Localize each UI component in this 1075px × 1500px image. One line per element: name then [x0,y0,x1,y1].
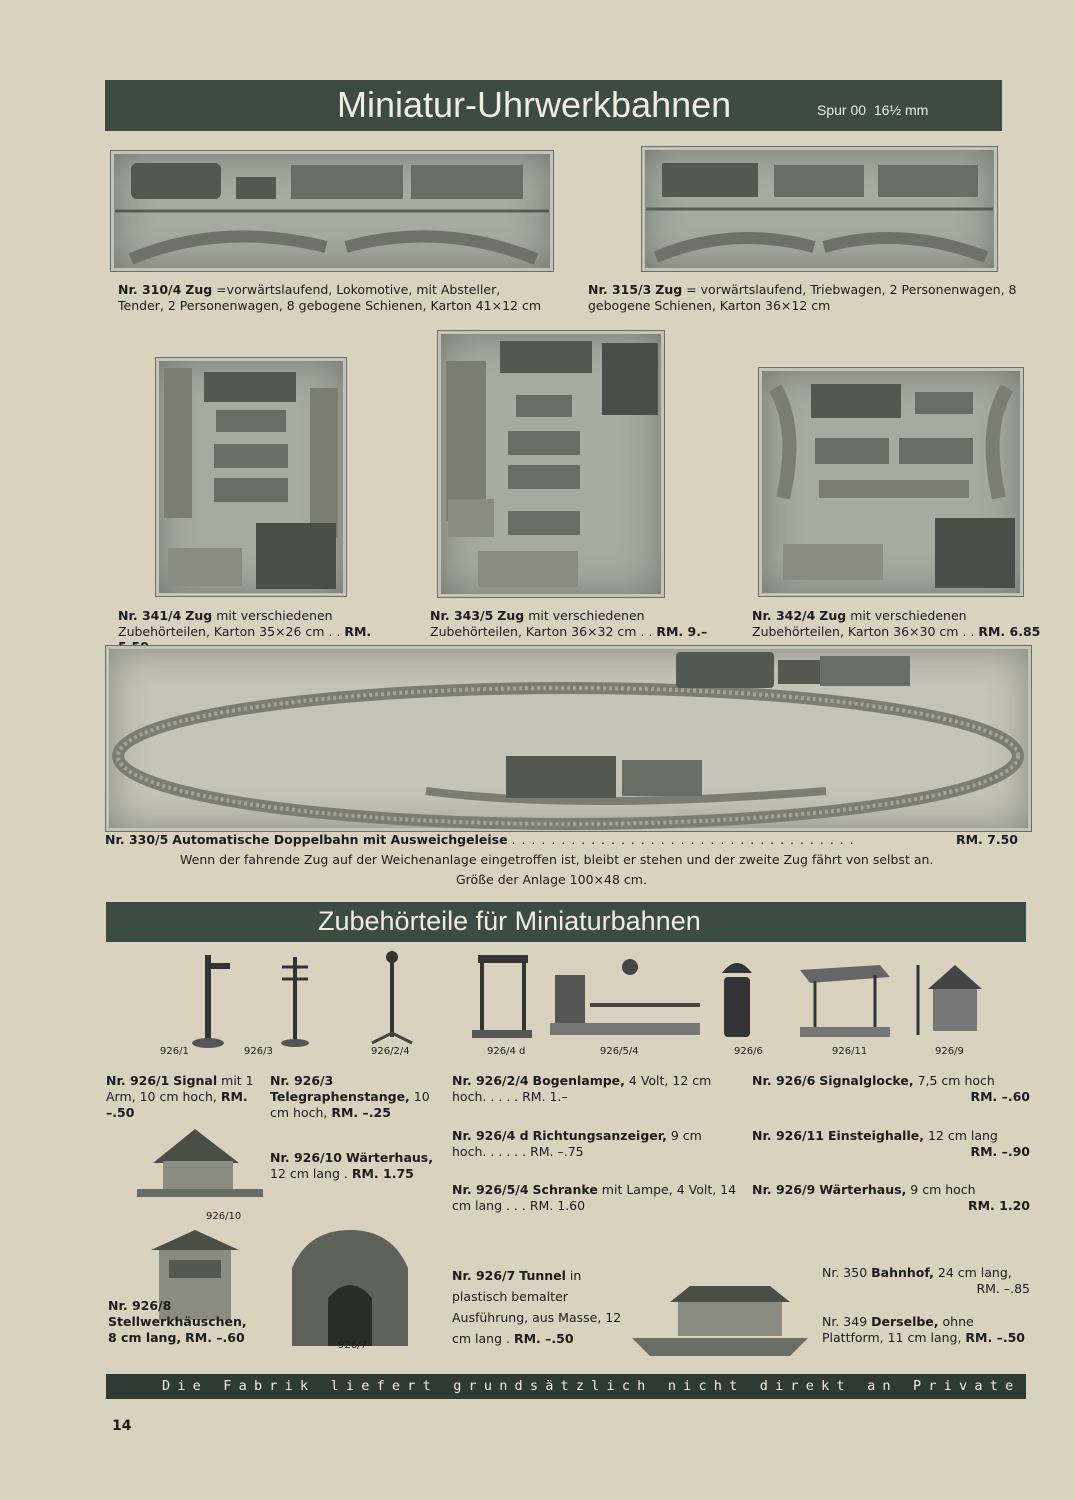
item-926-2-4 [452,1073,737,1105]
desc-330-5-line1: Wenn der fahrende Zug auf der Weichenanlage eingetroffen ist, bleibt er stehen und der zweite Zug fährt von selbst an. [180,852,934,867]
item-nr: Nr. 926/4 d [452,1128,529,1143]
item-349 [822,1314,1030,1346]
desc-330-5-line2: Größe der Anlage 100×48 cm. [456,872,647,887]
fig-label-926-10: 926/10 [206,1211,242,1222]
item-926-7 [452,1265,622,1349]
item-nr: Nr. 926/9 [752,1182,816,1197]
platform-shelter-icon [800,965,890,1037]
item-price: RM. –.85 [976,1281,1030,1296]
item-name: Stellwerkhäuschen, [108,1314,247,1329]
product-price: RM. 7.50 [955,832,1018,847]
item-desc: 8 cm lang, [108,1330,182,1345]
item-nr: Nr. 926/5/4 [452,1182,529,1197]
direction-indicator-icon [472,955,532,1038]
item-nr: Nr. 926/6 [752,1073,816,1088]
station-350-illustration [630,1282,810,1362]
item-nr: Nr. 926/3 [270,1073,334,1088]
product-nr: Nr. 342/4 [752,608,816,623]
caption-330-5 [105,832,1030,848]
item-desc: 9 cm hoch [910,1182,976,1197]
product-photo-315-3 [641,146,998,272]
item-name: Telegraphenstange, [270,1089,410,1104]
item-name: Signal [173,1073,218,1088]
train-set-illustration [438,331,664,597]
item-price: RM. 1.20 [967,1198,1030,1213]
fig-label-926-6: 926/6 [734,1046,763,1057]
item-price: RM. 1.– [522,1089,568,1104]
signal-icon [192,955,230,1048]
item-350 [822,1265,1030,1297]
fig-label-926-4d: 926/4 d [487,1046,526,1057]
item-nr: Nr. 349 [822,1314,868,1329]
item-926-9 [752,1182,1030,1214]
caption-310-4 [118,282,548,313]
section-banner-miniatur [105,80,1002,131]
footer-notice-bar [106,1374,1026,1399]
product-photo-341-4 [155,357,347,597]
item-nr: Nr. 926/11 [752,1128,824,1143]
item-926-1 [106,1073,256,1121]
product-desc: mit verschiedenen Zubehörteilen, Karton 35×26 cm . . [118,608,341,639]
item-desc: 24 cm lang, [937,1265,1012,1280]
item-desc: in plastisch bemalter Ausführung, aus Masse, 12 cm lang . [452,1268,622,1346]
fig-label-926-2-4: 926/2/4 [371,1046,410,1057]
product-zug: Zug [819,608,847,623]
item-price: RM. –.60 [185,1330,245,1345]
product-zug: Zug [185,282,213,297]
item-desc: 12 cm lang . [270,1166,348,1181]
item-926-3 [270,1073,440,1121]
item-926-10 [270,1150,435,1182]
item-price: RM. –.60 [970,1089,1030,1104]
item-price: RM. 1.60 [529,1198,586,1213]
item-name: Schranke [532,1182,598,1197]
item-nr: Nr. 926/10 [270,1150,342,1165]
item-926-11 [752,1128,1030,1160]
leader-dots: . . . . . . . . . . . . . . . . . . . . . . . . . . . . . . . . . . . [511,832,855,847]
item-926-4d [452,1128,737,1160]
item-nr: Nr. 926/7 [452,1268,516,1283]
tunnel-926-7-illustration [288,1228,413,1348]
item-desc: ohne Plattform, 11 cm lang, [822,1314,974,1345]
item-name: Wärterhaus, [819,1182,907,1197]
item-price: RM. 1.75 [351,1166,414,1181]
product-desc: mit verschiedenen Zubehörteilen, Karton 36×30 cm . . [752,608,975,639]
product-price: RM. 6.85 [978,623,1041,639]
product-name: Automatische Doppelbahn mit Ausweichgeleise [172,832,508,847]
item-926-5-4 [452,1182,737,1214]
item-price: RM. –.50 [106,1089,248,1120]
product-photo-330-5 [105,645,1032,832]
product-desc: = vorwärtslaufend, Triebwagen, 2 Personenwagen, 8 gebogene Schienen, Karton 36×12 cm [588,282,1017,313]
item-price: RM. –.90 [970,1144,1030,1159]
footer-notice: Die Fabrik liefert grundsätzlich nicht direkt an Private [162,1378,1021,1394]
fig-label-926-5-4: 926/5/4 [600,1046,639,1057]
section-title: Zubehörteile für Miniaturbahnen [318,906,701,936]
gauge-label: Spur 00 16½ mm [817,102,929,118]
barrier-icon [550,959,700,1035]
fig-label-926-7: 926/7 [338,1340,367,1351]
item-name: Bogenlampe, [532,1073,625,1088]
train-set-illustration [642,147,997,271]
item-name: Richtungsanzeiger, [532,1128,667,1143]
caption-342-4 [752,608,1042,639]
item-desc: mit Lampe, 4 Volt, 14 cm lang . . . [452,1182,737,1213]
caption-315-3 [588,282,1028,313]
product-price: RM. 9.– [656,623,708,639]
item-name: Wärterhaus, [345,1150,433,1165]
keeper-house-icon [918,965,982,1035]
item-name: Einsteighalle, [827,1128,924,1143]
item-price: RM. –.25 [331,1105,391,1120]
fig-label-926-11: 926/11 [832,1046,868,1057]
item-price: RM. –.50 [965,1330,1025,1345]
item-desc: 10 cm hoch, [270,1089,430,1120]
fig-label-926-3: 926/3 [244,1046,273,1057]
oval-track-illustration [106,646,1031,831]
product-photo-342-4 [758,367,1024,597]
item-926-6 [752,1073,1030,1105]
product-nr: Nr. 343/5 [430,608,494,623]
train-set-illustration [111,151,553,271]
item-name: Tunnel [519,1268,566,1283]
item-nr: Nr. 926/1 [106,1073,170,1088]
item-name: Signalglocke, [819,1073,914,1088]
product-zug: Zug [185,608,213,623]
product-photo-343-5 [437,330,665,598]
product-desc: =vorwärtslaufend, Lokomotive, mit Absteller, Tender, 2 Personenwagen, 8 gebogene Schienen, Karton 41×12 cm [118,282,542,313]
product-nr: Nr. 315/3 [588,282,652,297]
item-desc: mit 1 Arm, 10 cm hoch, [106,1073,254,1104]
item-price: RM. –.75 [530,1144,584,1159]
item-nr: Nr. 350 [822,1265,868,1280]
item-926-8 [108,1298,253,1346]
section-title: Miniatur-Uhrwerkbahnen [337,84,732,125]
keeper-house-926-10-illustration [135,1123,265,1203]
arc-lamp-icon [372,951,412,1043]
accessory-illustrations [110,945,1030,1055]
item-desc: 7,5 cm hoch [917,1073,995,1088]
item-name: Derselbe, [871,1314,939,1329]
product-desc: mit verschiedenen Zubehörteilen, Karton 36×32 cm . . [430,608,653,639]
product-nr: Nr. 341/4 [118,608,182,623]
product-photo-310-4 [110,150,554,272]
caption-343-5 [430,608,720,639]
item-nr: Nr. 926/8 [108,1298,172,1313]
product-price: RM. [344,623,372,639]
signal-bell-icon [722,963,752,1037]
item-desc: 12 cm lang [927,1128,998,1143]
product-nr: Nr. 310/4 [118,282,182,297]
item-name: Bahnhof, [871,1265,934,1280]
train-set-illustration [156,358,346,596]
item-nr: Nr. 926/2/4 [452,1073,529,1088]
train-set-illustration [759,368,1023,596]
item-desc: 9 cm hoch. . . . . . [452,1128,702,1159]
fig-label-926-1: 926/1 [160,1046,189,1057]
product-nr: Nr. 330/5 [105,832,169,847]
product-zug: Zug [655,282,683,297]
fig-label-926-9: 926/9 [935,1046,964,1057]
product-zug: Zug [497,608,525,623]
item-desc: 4 Volt, 12 cm hoch. . . . . [452,1073,712,1104]
page-number: 14 [112,1418,132,1434]
section-banner-zubehoer [106,902,1026,942]
telegraph-pole-icon [281,957,309,1047]
item-price: RM. –.50 [513,1331,574,1346]
